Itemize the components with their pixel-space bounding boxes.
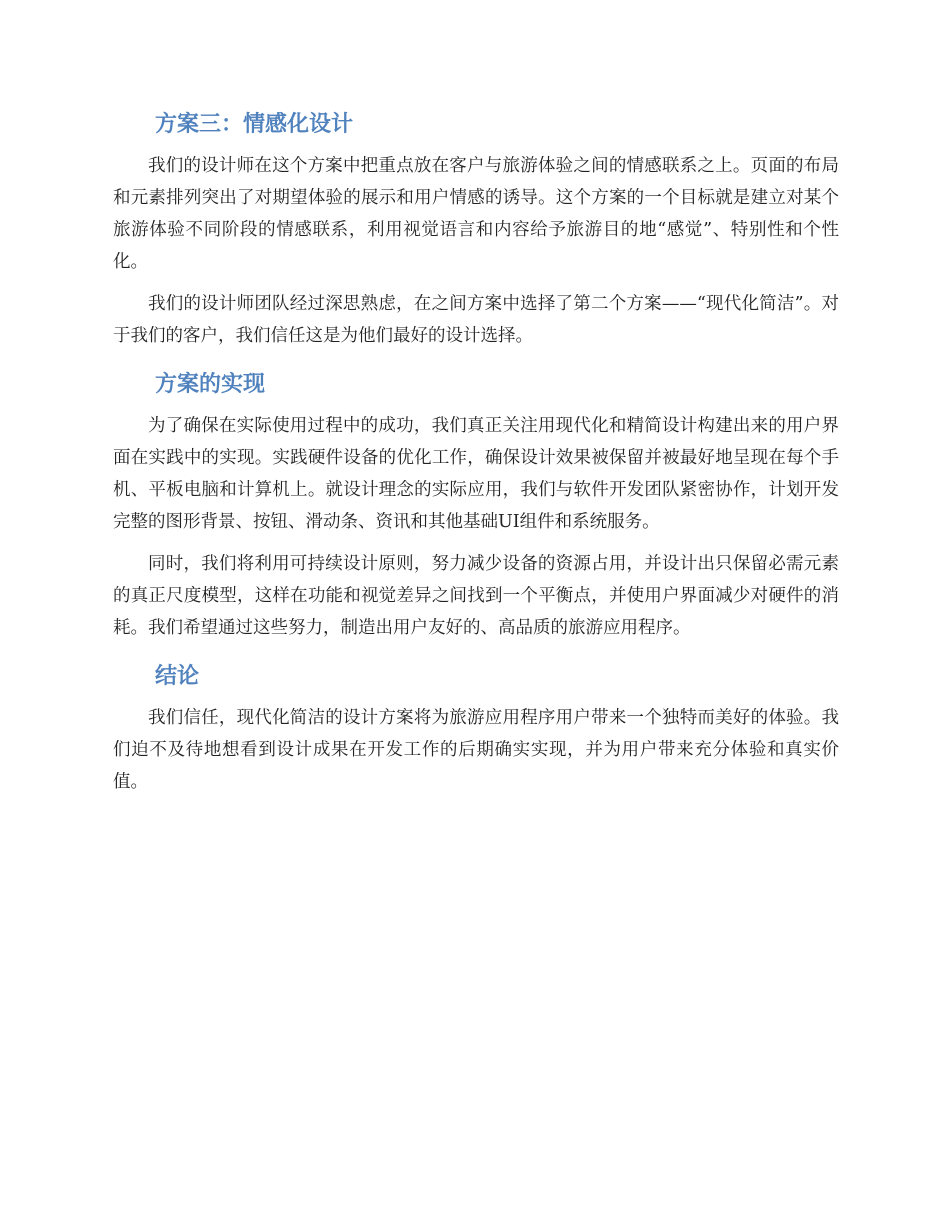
paragraph: 我们信任，现代化简洁的设计方案将为旅游应用程序用户带来一个独特而美好的体验。我们迫不及待地想看到设计成果在开发工作的后期确实实现，并为用户带来充分体验和真实价值。 bbox=[113, 708, 839, 792]
paragraph: 同时，我们将利用可持续设计原则，努力减少设备的资源占用，并设计出只保留必需元素的真正尺度模型，这样在功能和视觉差异之间找到一个平衡点，并使用户界面减少对硬件的消耗。我们希望通过这些努力，制造出用户友好的、高品质的旅游应用程序。 bbox=[113, 554, 839, 638]
section-heading-implementation: 方案的实现 bbox=[155, 372, 266, 397]
paragraph: 我们的设计师在这个方案中把重点放在客户与旅游体验之间的情感联系之上。页面的布局和元素排列突出了对期望体验的展示和用户情感的诱导。这个方案的一个目标就是建立对某个旅游体验不同阶段的情感联系，利用视觉语言和内容给予旅游目的地“感觉”、特别性和个性化。 bbox=[113, 156, 839, 272]
paragraph: 为了确保在实际使用过程中的成功，我们真正关注用现代化和精简设计构建出来的用户界面在实践中的实现。实践硬件设备的优化工作，确保设计效果被保留并被最好地呈现在每个手机、平板电脑和计算机上。就设计理念的实际应用，我们与软件开发团队紧密协作，计划开发完整的图形背景、按钮、滑动条、资讯和其他基础UI组件和系统服务。 bbox=[113, 416, 839, 532]
document-content bbox=[113, 100, 839, 808]
paragraph: 我们的设计师团队经过深思熟虑，在之间方案中选择了第二个方案——“现代化简洁”。对于我们的客户，我们信任这是为他们最好的设计选择。 bbox=[113, 294, 839, 346]
section-heading-conclusion: 结论 bbox=[155, 664, 200, 689]
section-heading-emotional-design: 方案三：情感化设计 bbox=[155, 112, 354, 137]
